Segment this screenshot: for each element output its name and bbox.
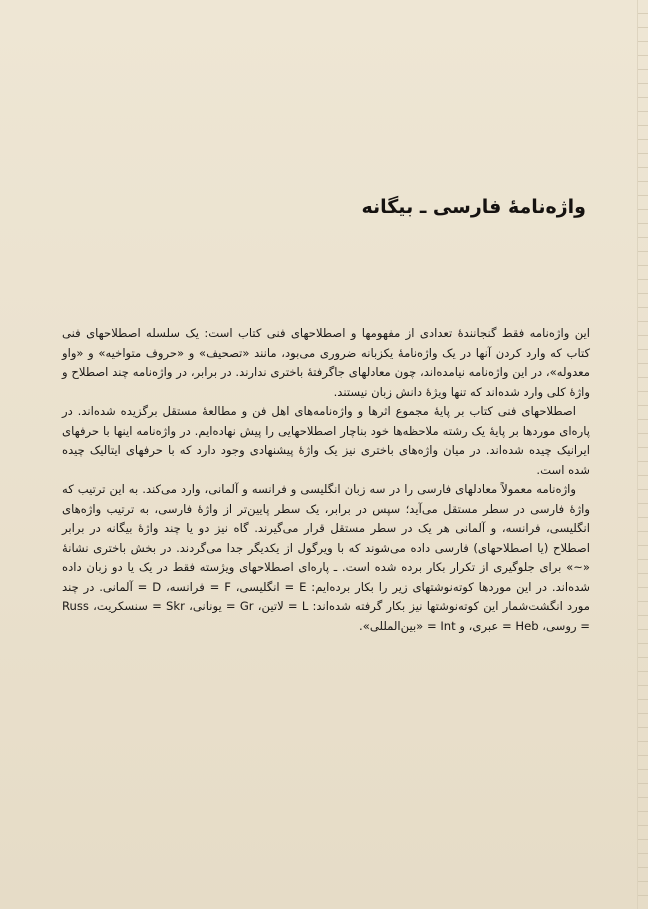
page-edge-ruler [637,0,648,909]
page-title: واژه‌نامهٔ فارسی ـ بیگانه [361,196,586,218]
paragraph-intro: این واژه‌نامه فقط گنجانندهٔ تعدادی از مفهومها و اصطلاحهای فنی کتاب است: یک سلسله اصطلاحهای فنی کتاب که وارد کردن آنها در یک واژه‌نامهٔ یکزبانه ضروری می‌بود، مانند «تصحیف» و «حروف متواخیه» و «واو معدوله»، در این واژه‌نامه نیامده‌اند، چون معادلهای جاگرفتهٔ باختری ندارند. در برابر، در واژه‌نامه چند اصطلاح و واژهٔ کلی وارد شده‌اند که تنها ویژهٔ دانش زبان نیستند. [62,326,590,399]
paragraph-structure: واژه‌نامه معمولاً معادلهای فارسی را در سه زبان انگلیسی و فرانسه و آلمانی، وارد می‌کند. به این ترتیب که واژهٔ فارسی در سطر مستقل می‌آید؛ سپس در برابر، یک سطر پایین‌تر از واژهٔ فارسی، به ترتیب واژه‌های انگلیسی، فرانسه، و آلمانی هر یک در سطر مستقل قرار می‌گیرند. گاه نیز دو یا چند واژهٔ بیگانه در برابر اصطلاح (یا اصطلاحهای) فارسی داده می‌شوند که با ویرگول از یکدیگر جدا می‌گردند. در بخش باختری نشانهٔ «~» برای جلوگیری از تکرار بکار برده شده است. ـ پاره‌ای اصطلاحهای ویژسته فقط در یک یا دو زبان داده شده‌اند. در این موردها کوته‌نوشتهای زیر را بکار برده‌ایم: E = انگلیسی، F = فرانسه، D = آلمانی. در چند مورد انگشت‌شمار این کوته‌نوشتها نیز بکار گرفته شده‌اند: L = لاتین، Gr = یونانی، Skr = سنسکریت، Russ = روسی، Heb = عبری، و Int = «بین‌المللی». [62,482,590,633]
body-text [62,324,590,636]
paragraph-selection: اصطلاحهای فنی کتاب بر پایهٔ مجموع اثرها و واژه‌نامه‌های اهل فن و مطالعهٔ مستقل برگزیده شده‌اند. در پاره‌ای موردها بر پایهٔ یک رشته ملاحظه‌ها خود بناچار اصطلاحهایی را پیش نهاده‌ایم. در واژه‌نامه اینها با حرفهای ایرانیک چیده شده‌اند. در میان واژه‌های باختری نیز یک واژهٔ پیشنهادی وجود دارد که با حرفهای ایتالیک چیده شده است. [62,404,590,477]
